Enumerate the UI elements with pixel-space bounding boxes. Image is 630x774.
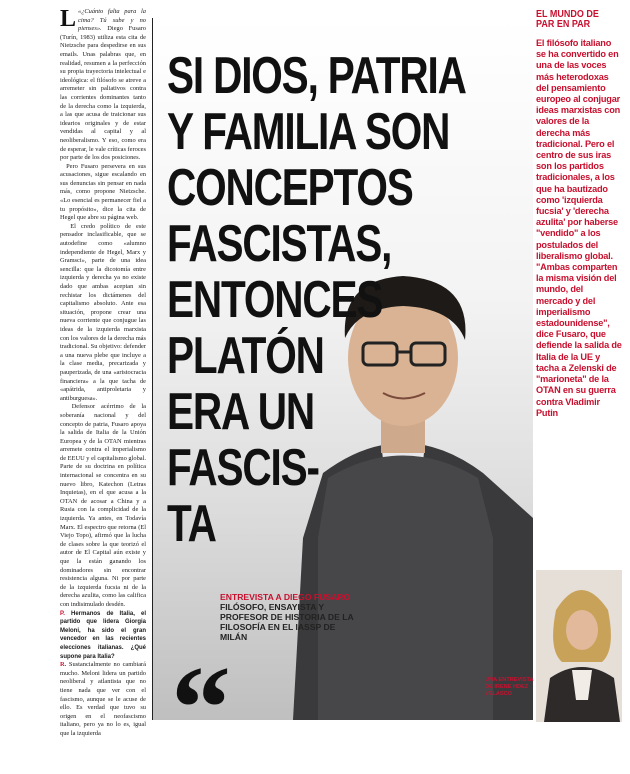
headline-line-5: ENTONCES xyxy=(167,271,383,329)
headline-line-1: SI DIOS, PATRIA xyxy=(167,47,466,105)
byline xyxy=(220,592,354,642)
author-credit: UNA ENTREVISTA DE IRENE HDEZ VELASCO xyxy=(485,677,534,697)
paragraph-2-text: Pero Fusaro persevera en sus acusaciones, sigue escalando en sus denuncias sin pensar en nada más, como propone Nietzsche. «Lo esencial es permanecer fiel a tu propósito», dice la cita de Hegel que abre su página web. xyxy=(60,162,146,222)
headline-line-8: FASCIS- xyxy=(167,439,319,497)
paragraph-1: Diego Fusaro (Turín, 1983) utiliza esta cita de Nietzsche para despedirse en sus emails. Unas palabras que, en realidad, resumen a la perfección su propia trayectoria intelectual e ideológica: el filósofo se atreve a arremeter sin paliativos contra las corrientes dominantes tanto de la derecha como la izquierda, a las que acusa de traicionar sus idearios originales y de estar vendidas al capital y al neoliberalismo. Y eso, como era de esperar, le vale críticas feroces por parte de los dos posiciones. xyxy=(60,25,146,162)
headline-line-6: PLATÓN xyxy=(167,327,324,385)
headline-line-9: TA xyxy=(167,495,216,553)
lead-paragraph xyxy=(60,8,146,163)
drop-cap: L xyxy=(60,6,77,32)
section-title: EL MUNDO DE PAR EN PAR xyxy=(536,9,599,30)
question-text: Hermanos de Italia, el partido que lidera Giorgia Meloni, ha sido el gran vencedor en las recientes elecciones italianas. ¿Qué supone para Italia? xyxy=(60,610,146,660)
headline-line-3: CONCEPTOS xyxy=(167,159,413,217)
paragraph-3 xyxy=(60,223,146,403)
headline-line-4: FASCISTAS, xyxy=(167,215,392,273)
byline-text: FILÓSOFO, ENSAYISTA Y PROFESOR DE HISTORIA DE LA FILOSOFÍA EN EL IASSP DE MILÁN xyxy=(220,602,354,642)
paragraph-2 xyxy=(60,163,146,223)
headline-line-2: Y FAMILIA SON xyxy=(167,103,450,161)
answer-mark: R. xyxy=(60,661,67,669)
headline-line-7: ERA UN xyxy=(167,383,314,441)
paragraph-3-text: El credo político de este pensador inclasificable, que se autodefine como «alumno independiente de Hegel, Marx y Gramsci», parte de una idea sencilla: que la dicotomía entre izquierda y derecha ya no existe dado que ambas aceptan sin rechistar los dictámenes del capitalismo absoluto. Ante esa situación, propone crear una nueva corriente que conjugue las ideas de la izquierda marxista con los valores de la derecha más tradicional. Su objetivo: defender a una nueva plebe que incluye a la clase media, precarizada y pauperizada, de una «aristocracia financiera» a la que tacha de «apátrida, antiproletaria y antiburguesa». xyxy=(60,222,146,402)
author-photo xyxy=(536,570,622,722)
sidebar-summary: El filósofo italiano se ha convertido en una de las voces más heterodoxas del pensamiento europeo al conjugar ideas marxistas con valores de la derecha más tradicional. Pero el centro de sus iras son los partidos tradicionales, a los que ha bautizado como 'izquierda fucsia' y 'derecha azulita' por haberse "vendido" a los postulados del liberalismo global. "Ambas comparten la misma visión del mundo, del mercado y del imperialismo estadounidense", dice Fusaro, que defiende la salida de Italia de la UE y tacha a Zelenski de "marioneta" de la OTAN en su guerra contra Vladimir Putin xyxy=(536,38,622,418)
interview-answer xyxy=(60,661,146,738)
body-text-column xyxy=(60,6,146,737)
author-portrait xyxy=(536,570,622,722)
sidebar xyxy=(536,10,622,722)
photo-panel xyxy=(152,18,534,774)
answer-text: Sustancialmente no cambiará mucho. Meloni lidera un partido neoliberal y atlantista que no tiene nada que ver con el fascismo, aunque se le acuse de ello. Es verdad que tuvo su origen en el neofascismo italiano, pero ya no lo es, igual que la izquierda xyxy=(60,661,146,737)
lead-quote: «¿Cuánto falta para la cima? Tú sube y no pienses». xyxy=(78,8,146,33)
paragraph-4 xyxy=(60,403,146,609)
interview-question xyxy=(60,610,146,662)
byline-kicker: ENTREVISTA A DIEGO FUSARO xyxy=(220,592,351,602)
quote-mark-icon: “ xyxy=(171,641,231,774)
paragraph-4-text: Defensor acérrimo de la soberanía nacional y del concepto de patria, Fusaro apoya la salida de Italia de la Unión Europea y de la OTAN mientras arremete contra el imperialismo de EEUU y el capitalismo global. Parte de su doctrina en política internacional se concentra en su nuevo libro, Katechon (Letras Inquietas), en el que acusa a la OTAN de acosar a China y a Rusia con la complicidad de la izquierda. Ya antes, en Todavía Marx. El espectro que retorna (El Viejo Topo), afirmó que la lucha de clases sobre la que teorizó el autor de El Capital aún existe y que la están ganando los dominadores sin encontrar resistencia alguna. Ni por parte de la izquierda fucsia ni de la derecha azulita, como las califica con indisimulado desdén. xyxy=(60,403,146,608)
question-mark: P. xyxy=(60,610,65,617)
headline xyxy=(167,47,466,553)
